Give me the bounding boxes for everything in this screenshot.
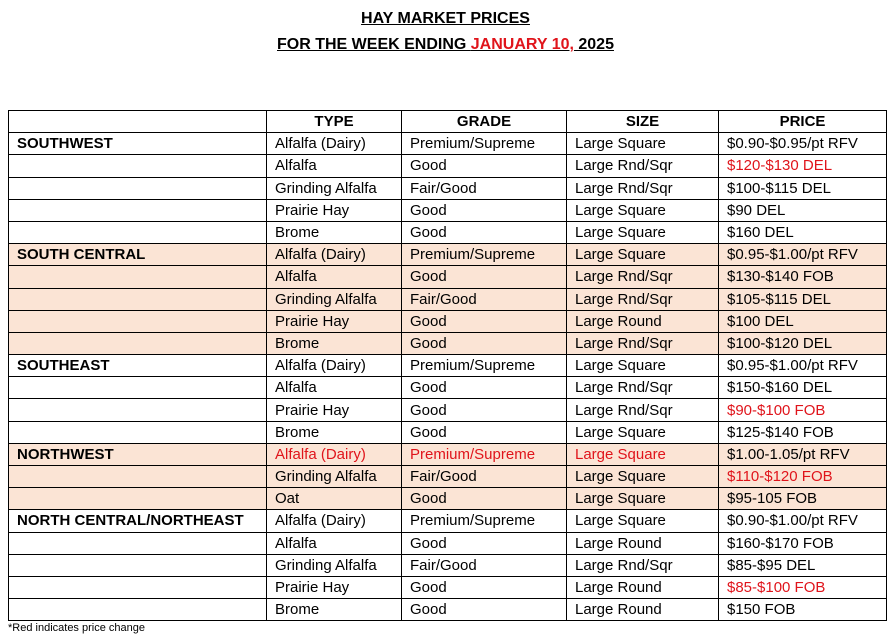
type-cell: Alfalfa (Dairy) (267, 510, 402, 532)
region-cell (9, 177, 267, 199)
region-cell (9, 399, 267, 421)
price-cell: $160 DEL (719, 221, 887, 243)
header-size: SIZE (567, 111, 719, 133)
price-cell: $100 DEL (719, 310, 887, 332)
grade-cell: Premium/Supreme (402, 443, 567, 465)
type-cell: Grinding Alfalfa (267, 177, 402, 199)
price-cell: $110-$120 FOB (719, 466, 887, 488)
type-cell: Alfalfa (267, 266, 402, 288)
header-region (9, 111, 267, 133)
region-cell (9, 599, 267, 621)
price-cell: $0.95-$1.00/pt RFV (719, 244, 887, 266)
type-cell: Alfalfa (267, 377, 402, 399)
price-cell: $160-$170 FOB (719, 532, 887, 554)
grade-cell: Good (402, 377, 567, 399)
price-cell: $105-$115 DEL (719, 288, 887, 310)
size-cell: Large Square (567, 221, 719, 243)
grade-cell: Good (402, 155, 567, 177)
table-row (9, 399, 887, 421)
grade-cell: Good (402, 599, 567, 621)
grade-cell: Premium/Supreme (402, 244, 567, 266)
size-cell: Large Square (567, 199, 719, 221)
price-cell: $120-$130 DEL (719, 155, 887, 177)
region-cell (9, 466, 267, 488)
region-cell (9, 288, 267, 310)
size-cell: Large Round (567, 599, 719, 621)
grade-cell: Good (402, 399, 567, 421)
region-cell (9, 421, 267, 443)
price-cell: $1.00-1.05/pt RFV (719, 443, 887, 465)
table-row (9, 266, 887, 288)
size-cell: Large Square (567, 421, 719, 443)
header-row (9, 111, 887, 133)
region-cell (9, 554, 267, 576)
grade-cell: Good (402, 332, 567, 354)
grade-cell: Premium/Supreme (402, 133, 567, 155)
table-row (9, 466, 887, 488)
type-cell: Brome (267, 599, 402, 621)
type-cell: Oat (267, 488, 402, 510)
grade-cell: Premium/Supreme (402, 510, 567, 532)
price-cell: $0.95-$1.00/pt RFV (719, 355, 887, 377)
type-cell: Brome (267, 421, 402, 443)
table-row (9, 554, 887, 576)
type-cell: Alfalfa (Dairy) (267, 443, 402, 465)
region-cell: NORTHWEST (9, 443, 267, 465)
table-row (9, 532, 887, 554)
region-cell: NORTH CENTRAL/NORTHEAST (9, 510, 267, 532)
price-cell: $85-$95 DEL (719, 554, 887, 576)
table-row (9, 510, 887, 532)
type-cell: Prairie Hay (267, 576, 402, 598)
price-cell: $85-$100 FOB (719, 576, 887, 598)
price-cell: $90 DEL (719, 199, 887, 221)
grade-cell: Premium/Supreme (402, 355, 567, 377)
size-cell: Large Round (567, 576, 719, 598)
size-cell: Large Rnd/Sqr (567, 399, 719, 421)
subtitle-date: JANUARY 10, (470, 36, 574, 53)
type-cell: Prairie Hay (267, 199, 402, 221)
price-cell: $0.90-$0.95/pt RFV (719, 133, 887, 155)
type-cell: Alfalfa (267, 155, 402, 177)
size-cell: Large Rnd/Sqr (567, 377, 719, 399)
region-cell (9, 221, 267, 243)
table-row (9, 332, 887, 354)
grade-cell: Good (402, 576, 567, 598)
region-cell: SOUTHEAST (9, 355, 267, 377)
region-cell (9, 488, 267, 510)
size-cell: Large Rnd/Sqr (567, 288, 719, 310)
table-row (9, 177, 887, 199)
size-cell: Large Round (567, 310, 719, 332)
price-cell: $130-$140 FOB (719, 266, 887, 288)
table-row (9, 443, 887, 465)
price-cell: $0.90-$1.00/pt RFV (719, 510, 887, 532)
price-cell: $150-$160 DEL (719, 377, 887, 399)
price-cell: $95-105 FOB (719, 488, 887, 510)
table-row (9, 133, 887, 155)
region-cell (9, 332, 267, 354)
region-cell (9, 310, 267, 332)
size-cell: Large Square (567, 510, 719, 532)
size-cell: Large Rnd/Sqr (567, 554, 719, 576)
table-body (9, 133, 887, 621)
type-cell: Alfalfa (Dairy) (267, 133, 402, 155)
report-subtitle (0, 36, 891, 54)
grade-cell: Good (402, 266, 567, 288)
grade-cell: Good (402, 488, 567, 510)
grade-cell: Good (402, 199, 567, 221)
size-cell: Large Rnd/Sqr (567, 155, 719, 177)
header-type: TYPE (267, 111, 402, 133)
price-cell: $90-$100 FOB (719, 399, 887, 421)
type-cell: Alfalfa (Dairy) (267, 244, 402, 266)
grade-cell: Good (402, 221, 567, 243)
grade-cell: Fair/Good (402, 554, 567, 576)
price-cell: $100-$120 DEL (719, 332, 887, 354)
price-cell: $100-$115 DEL (719, 177, 887, 199)
table-row (9, 377, 887, 399)
table-row (9, 155, 887, 177)
table-row (9, 221, 887, 243)
region-cell (9, 199, 267, 221)
region-cell: SOUTH CENTRAL (9, 244, 267, 266)
grade-cell: Fair/Good (402, 288, 567, 310)
size-cell: Large Square (567, 355, 719, 377)
table-row (9, 576, 887, 598)
type-cell: Prairie Hay (267, 399, 402, 421)
table-row (9, 355, 887, 377)
price-cell: $150 FOB (719, 599, 887, 621)
subtitle-year: 2025 (573, 36, 614, 53)
table-row (9, 488, 887, 510)
size-cell: Large Square (567, 488, 719, 510)
region-cell (9, 532, 267, 554)
type-cell: Prairie Hay (267, 310, 402, 332)
region-cell (9, 155, 267, 177)
size-cell: Large Square (567, 244, 719, 266)
size-cell: Large Rnd/Sqr (567, 332, 719, 354)
type-cell: Brome (267, 221, 402, 243)
type-cell: Grinding Alfalfa (267, 288, 402, 310)
region-cell (9, 576, 267, 598)
table-row (9, 244, 887, 266)
size-cell: Large Square (567, 443, 719, 465)
region-cell: SOUTHWEST (9, 133, 267, 155)
table-row (9, 310, 887, 332)
size-cell: Large Rnd/Sqr (567, 177, 719, 199)
subtitle-prefix: FOR THE WEEK ENDING (277, 36, 471, 53)
region-cell (9, 377, 267, 399)
size-cell: Large Round (567, 532, 719, 554)
grade-cell: Fair/Good (402, 466, 567, 488)
table-row (9, 421, 887, 443)
price-cell: $125-$140 FOB (719, 421, 887, 443)
type-cell: Grinding Alfalfa (267, 554, 402, 576)
hay-price-table (8, 110, 887, 621)
type-cell: Grinding Alfalfa (267, 466, 402, 488)
footnote: *Red indicates price change (8, 622, 145, 634)
size-cell: Large Square (567, 133, 719, 155)
type-cell: Alfalfa (Dairy) (267, 355, 402, 377)
header-grade: GRADE (402, 111, 567, 133)
table-row (9, 199, 887, 221)
type-cell: Alfalfa (267, 532, 402, 554)
table-row (9, 288, 887, 310)
table-row (9, 599, 887, 621)
grade-cell: Good (402, 532, 567, 554)
size-cell: Large Square (567, 466, 719, 488)
region-cell (9, 266, 267, 288)
header-price: PRICE (719, 111, 887, 133)
grade-cell: Good (402, 421, 567, 443)
type-cell: Brome (267, 332, 402, 354)
grade-cell: Fair/Good (402, 177, 567, 199)
size-cell: Large Rnd/Sqr (567, 266, 719, 288)
report-title (0, 10, 891, 28)
grade-cell: Good (402, 310, 567, 332)
title-line1: HAY MARKET PRICES (361, 10, 530, 27)
